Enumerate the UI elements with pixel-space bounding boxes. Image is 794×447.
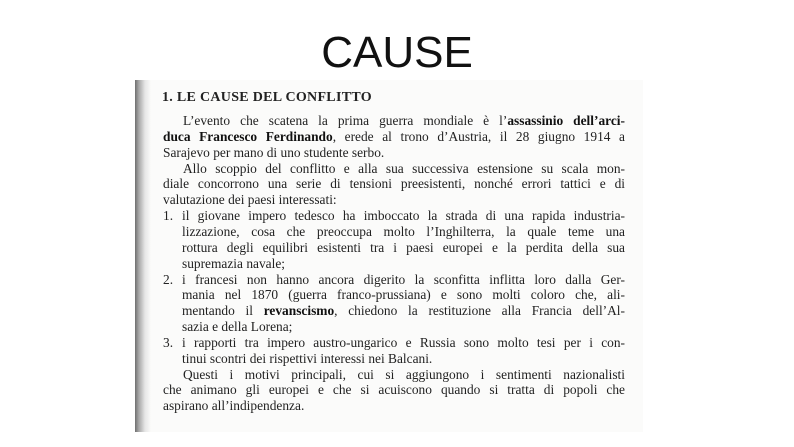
text-segment: supremazia navale; [182, 255, 285, 271]
closing-paragraph-line [183, 367, 625, 382]
text-segment: aspirano all’indipendenza. [163, 398, 305, 414]
text-segment: diale concorrono una serie di tensioni preesistenti, nonché errori tattici e di [163, 176, 625, 192]
list-item-line [182, 208, 625, 223]
list-item-line [182, 335, 625, 350]
text-segment: mania nel 1870 (guerra franco-prussiana) e sono molti coloro che, ali- [182, 287, 625, 303]
text-segment: i francesi non hanno ancora digerito la sconfitta inflitta loro dalla Ger- [182, 271, 625, 287]
paragraph-line [183, 113, 625, 128]
text-segment: valutazione dei paesi interessati: [163, 192, 337, 208]
text-segment: Sarajevo per mano di uno studente serbo. [163, 144, 385, 160]
list-item-line [182, 287, 625, 302]
paragraph-line [183, 161, 625, 176]
list-item-line [182, 319, 292, 334]
paragraph-line [163, 176, 625, 191]
list-item-line [182, 272, 625, 287]
list-item-line [182, 303, 625, 318]
list-item-line [182, 240, 625, 255]
paragraph-line [163, 129, 625, 144]
list-number: 2. [163, 271, 174, 287]
paragraph-line [163, 145, 384, 160]
list-item-line [182, 224, 625, 239]
list-number: 1. [163, 208, 174, 224]
text-segment: mentando il [182, 303, 264, 319]
text-segment: tinui scontri dei rispettivi interessi nei Balcani. [182, 350, 433, 366]
bold-text: duca Francesco Ferdinando [163, 128, 333, 144]
bold-text: assassinio dell’arci- [507, 113, 625, 128]
text-segment: , erede al trono d’Austria, il 28 giugno 1914 a [332, 128, 625, 144]
list-number: 3. [163, 334, 174, 350]
text-segment: rottura degli equilibri esistenti tra i paesi europei e la perdita della sua [182, 239, 625, 255]
closing-paragraph-line [163, 398, 304, 413]
text-segment: sazia e della Lorena; [182, 319, 293, 335]
paragraph-line [163, 192, 337, 207]
bold-text: revanscismo [263, 303, 335, 319]
closing-paragraph-line [163, 382, 625, 397]
document-body [135, 80, 643, 432]
text-segment: i rapporti tra impero austro-ungarico e Russia sono molto tesi per i con- [182, 334, 625, 350]
text-segment: , chiedono la restituzione alla Francia dell’Al- [334, 303, 625, 319]
list-item-line [182, 351, 432, 366]
text-segment: Allo scoppio del conflitto e alla sua successiva estensione su scala mon- [183, 160, 625, 176]
slide-title: CAUSE [321, 28, 473, 77]
text-segment: Questi i motivi principali, cui si aggiungono i sentimenti nazionalisti [183, 366, 625, 382]
text-segment: L’evento che scatena la prima guerra mondiale è l’ [183, 113, 508, 128]
text-segment: il giovane impero tedesco ha imboccato la strada di una rapida industria- [182, 208, 625, 224]
list-item-line [182, 256, 285, 271]
text-segment: che animano gli europei e che si acuiscono quando si tratta di popoli che [163, 382, 625, 398]
scanned-textbook-page [135, 80, 643, 432]
section-heading: 1. LE CAUSE DEL CONFLITTO [162, 90, 372, 105]
text-segment: lizzazione, cosa che preoccupa molto l’Inghilterra, la quale teme una [182, 223, 625, 239]
